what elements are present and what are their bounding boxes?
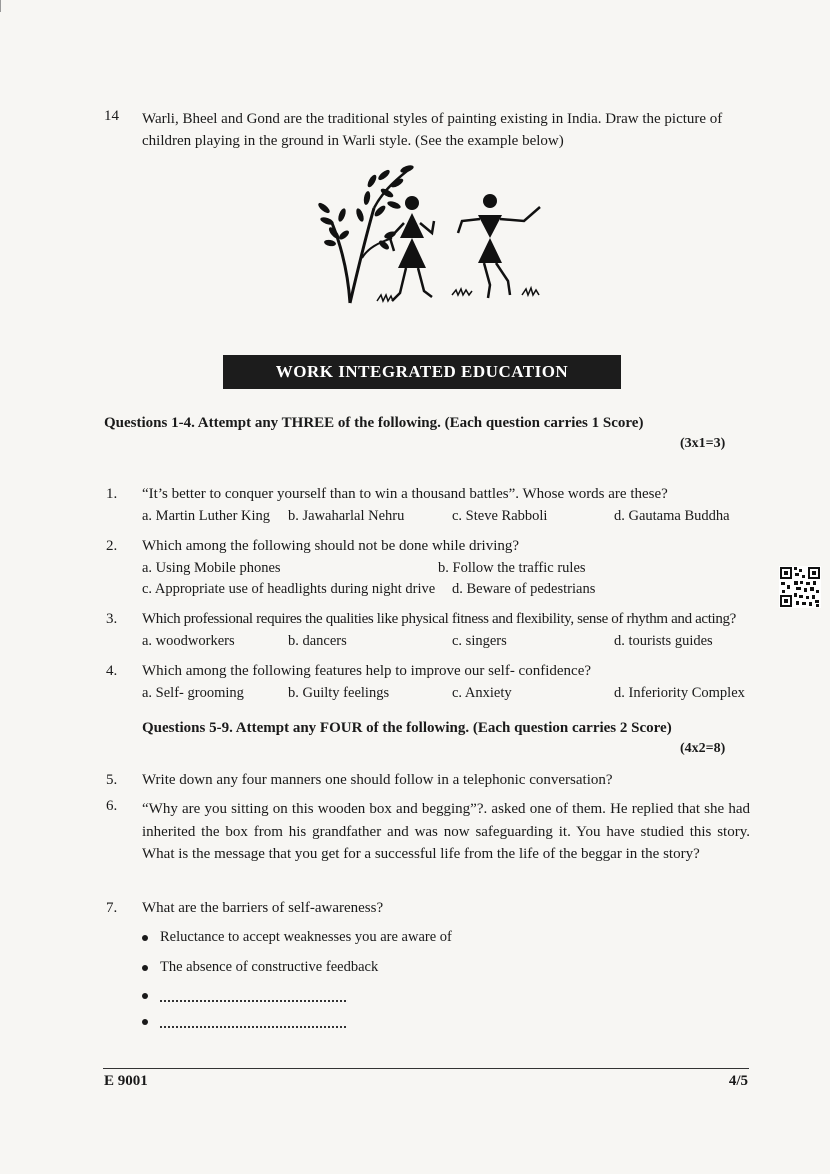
section2-instruction: Questions 5-9. Attempt any FOUR of the following. (Each question carries 2 Score) [142,720,672,736]
option-b: b. Jawaharlal Nehru [288,508,405,524]
answer-blank [160,1016,346,1028]
qr-code-icon [779,566,821,608]
question-text: “It’s better to conquer yourself than to win a thousand battles”. Whose words are these? [142,486,668,502]
edge-mark [0,0,1,12]
section1-instruction: Questions 1-4. Attempt any THREE of the following. (Each question carries 1 Score) [104,415,644,431]
question-number: 2. [106,538,118,554]
bullet-item [142,929,452,946]
option-a: a. woodworkers [142,633,235,649]
bullet-blank [142,1016,346,1028]
question-options [142,581,750,601]
option-a: a. Self- grooming [142,685,244,701]
bullet-icon [142,935,148,941]
footer-divider [103,1068,749,1069]
option-a: a. Martin Luther King [142,508,271,524]
question-text: Which among the following features help to improve our self- confidence? [142,663,592,679]
question-number: 7. [106,900,118,916]
option-c: c. Steve Rabboli [452,508,548,524]
option-b: b. Follow the traffic rules [438,560,586,576]
bullet-icon [142,965,148,971]
option-c: c. Appropriate use of headlights during night drive [142,581,436,597]
section2-marks: (4x2=8) [680,741,726,756]
bullet-icon [142,993,148,999]
option-c: c. Anxiety [452,685,512,701]
question-options [142,633,750,653]
bullet-text: Reluctance to accept weaknesses you are aware of [160,929,452,945]
section-banner: WORK INTEGRATED EDUCATION [223,355,621,389]
question-text: “Why are you sitting on this wooden box and begging”?. asked one of them. He replied that she had inherited the box from his grandfather and was now safeguarding it. You have studied this story. What is the message that you get for a successful life from the life of the beggar in the story? [142,801,750,862]
page-number: 4/5 [728,1073,748,1089]
bullet-item [142,959,378,976]
question-options [142,508,750,528]
question-options [142,560,750,580]
option-d: d. Gautama Buddha [614,508,730,524]
question-number: 4. [106,663,118,679]
option-d: d. Inferiority Complex [614,685,745,701]
option-a: a. Using Mobile phones [142,560,281,576]
bullet-blank [142,990,346,1002]
question-text: Which among the following should not be done while driving? [142,538,520,554]
q14-text: Warli, Bheel and Gond are the traditional styles of painting existing in India. Draw the picture of children playing in the ground in Warli style. (See the example below) [142,111,723,149]
question-number: 5. [106,772,118,788]
q14-number: 14 [104,108,119,124]
exam-code: E 9001 [104,1073,148,1089]
question-text: Write down any four manners one should follow in a telephonic conversation? [142,772,613,788]
question-options [142,685,750,705]
question-number: 6. [106,798,118,814]
question-number: 1. [106,486,118,502]
option-b: b. Guilty feelings [288,685,390,701]
option-b: b. dancers [288,633,347,649]
option-d: d. tourists guides [614,633,713,649]
bullet-icon [142,1019,148,1025]
question-text: What are the barriers of self-awareness? [142,900,384,916]
answer-blank [160,990,346,1002]
question-text: Which professional requires the qualities like physical fitness and flexibility, sense of rhythm and acting? [142,611,736,627]
question-number: 3. [106,611,118,627]
option-c: c. singers [452,633,507,649]
section1-marks: (3x1=3) [680,436,726,451]
option-d: d. Beware of pedestrians [452,581,596,597]
warli-illustration-icon [312,163,562,313]
bullet-text: The absence of constructive feedback [160,959,379,975]
